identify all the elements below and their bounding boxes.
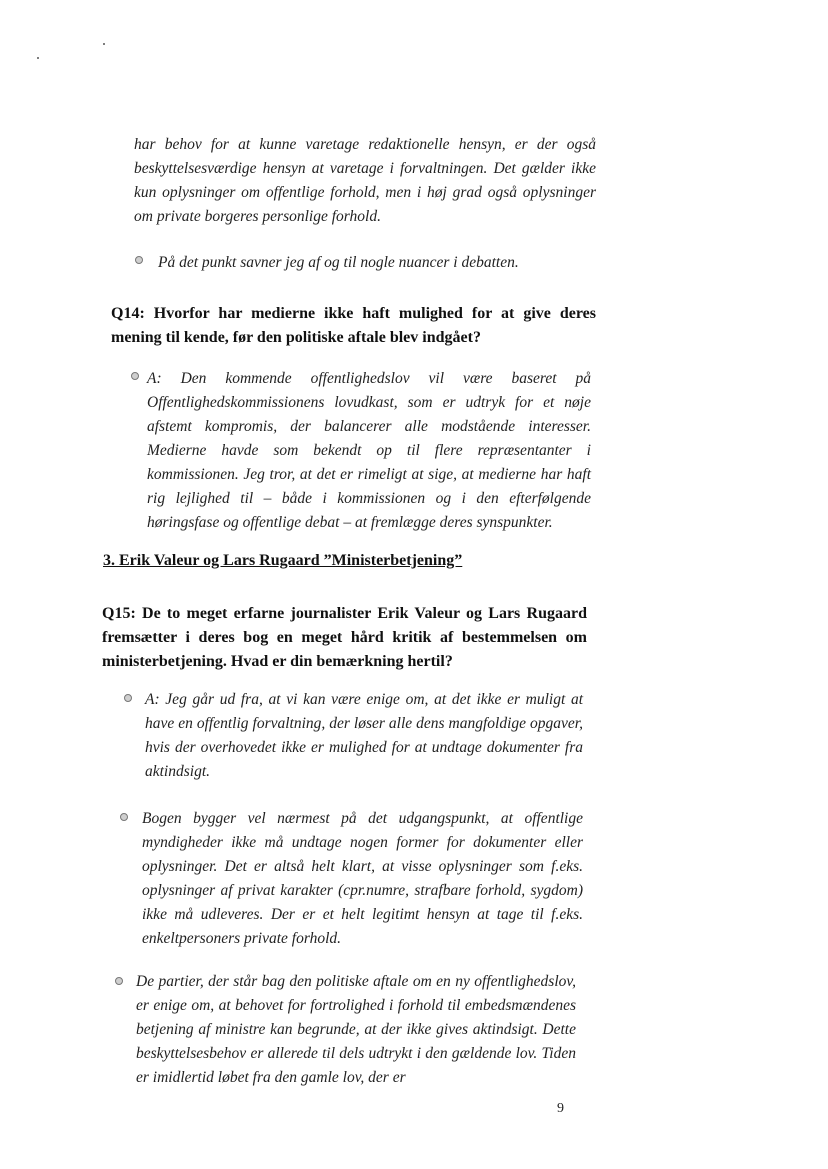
bullet-icon [120, 813, 128, 821]
answer-14-paragraph: A: Den kommende offentlighedslov vil være baseret på Offentlighedskommissionens lovudkast, som er udtryk for et nøje afstemt kompromis, der balancerer alle modstående interesser. Medierne havde som bekendt op til flere repræsentanter i kommissionen. Jeg tror, at det er rimeligt at sige, at medierne har haft rig lejlighed til – både i kommissionen og i den efterfølgende høringsfase og offentlige debat – at fremlægge deres synspunkter. [147, 370, 591, 531]
continuation-paragraph: har behov for at kunne varetage redaktionelle hensyn, er der også beskyttelsesværdige hensyn at varetage i forvaltningen. Det gælder ikke kun oplysninger om offentlige forhold, men i høj grad også oplysninger om private borgeres personlige forhold. [134, 136, 596, 225]
bullet-icon [124, 694, 132, 702]
scan-speck [103, 43, 105, 45]
nuance-paragraph: På det punkt savner jeg af og til nogle nuancer i debatten. [158, 254, 519, 271]
bogen-paragraph: Bogen bygger vel nærmest på det udgangspunkt, at offentlige myndigheder ikke må undtage nogen former for dokumenter eller oplysninger. Det er altså helt klart, at visse oplysninger som f.eks. oplysninger af privat karakter (cpr.numre, strafbare forhold, sygdom) ikke må udleveres. Der er et helt legitimt hensyn at tage til f.eks. enkeltpersoners private forhold. [142, 810, 583, 947]
bullet-icon [131, 372, 139, 380]
section-heading: 3. Erik Valeur og Lars Rugaard ”Ministerbetjening” [103, 552, 463, 569]
bullet-icon [135, 256, 143, 264]
answer-15-paragraph: A: Jeg går ud fra, at vi kan være enige om, at det ikke er muligt at have en offentlig forvaltning, der løser alle dens mangfoldige opgaver, hvis der overhovedet ikke er mulighed for at undtage dokumenter fra aktindsigt. [145, 691, 583, 780]
question-14: Q14: Hvorfor har medierne ikke haft mulighed for at give deres mening til kende, før den politiske aftale blev indgået? [111, 305, 596, 346]
bullet-icon [115, 977, 123, 985]
question-15: Q15: De to meget erfarne journalister Erik Valeur og Lars Rugaard fremsætter i deres bog en meget hård kritik af bestemmelsen om ministerbetjening. Hvad er din bemærkning hertil? [102, 605, 587, 670]
scan-speck [37, 57, 39, 59]
page-number: 9 [557, 1101, 564, 1116]
partier-paragraph: De partier, der står bag den politiske aftale om en ny offentlighedslov, er enige om, at behovet for fortrolighed i forhold til embedsmændenes betjening af ministre kan begrunde, at der ikke gives aktindsigt. Dette beskyttelsesbehov er allerede til dels udtrykt i den gældende lov. Tiden er imidlertid løbet fra den gamle lov, der er [136, 973, 576, 1086]
